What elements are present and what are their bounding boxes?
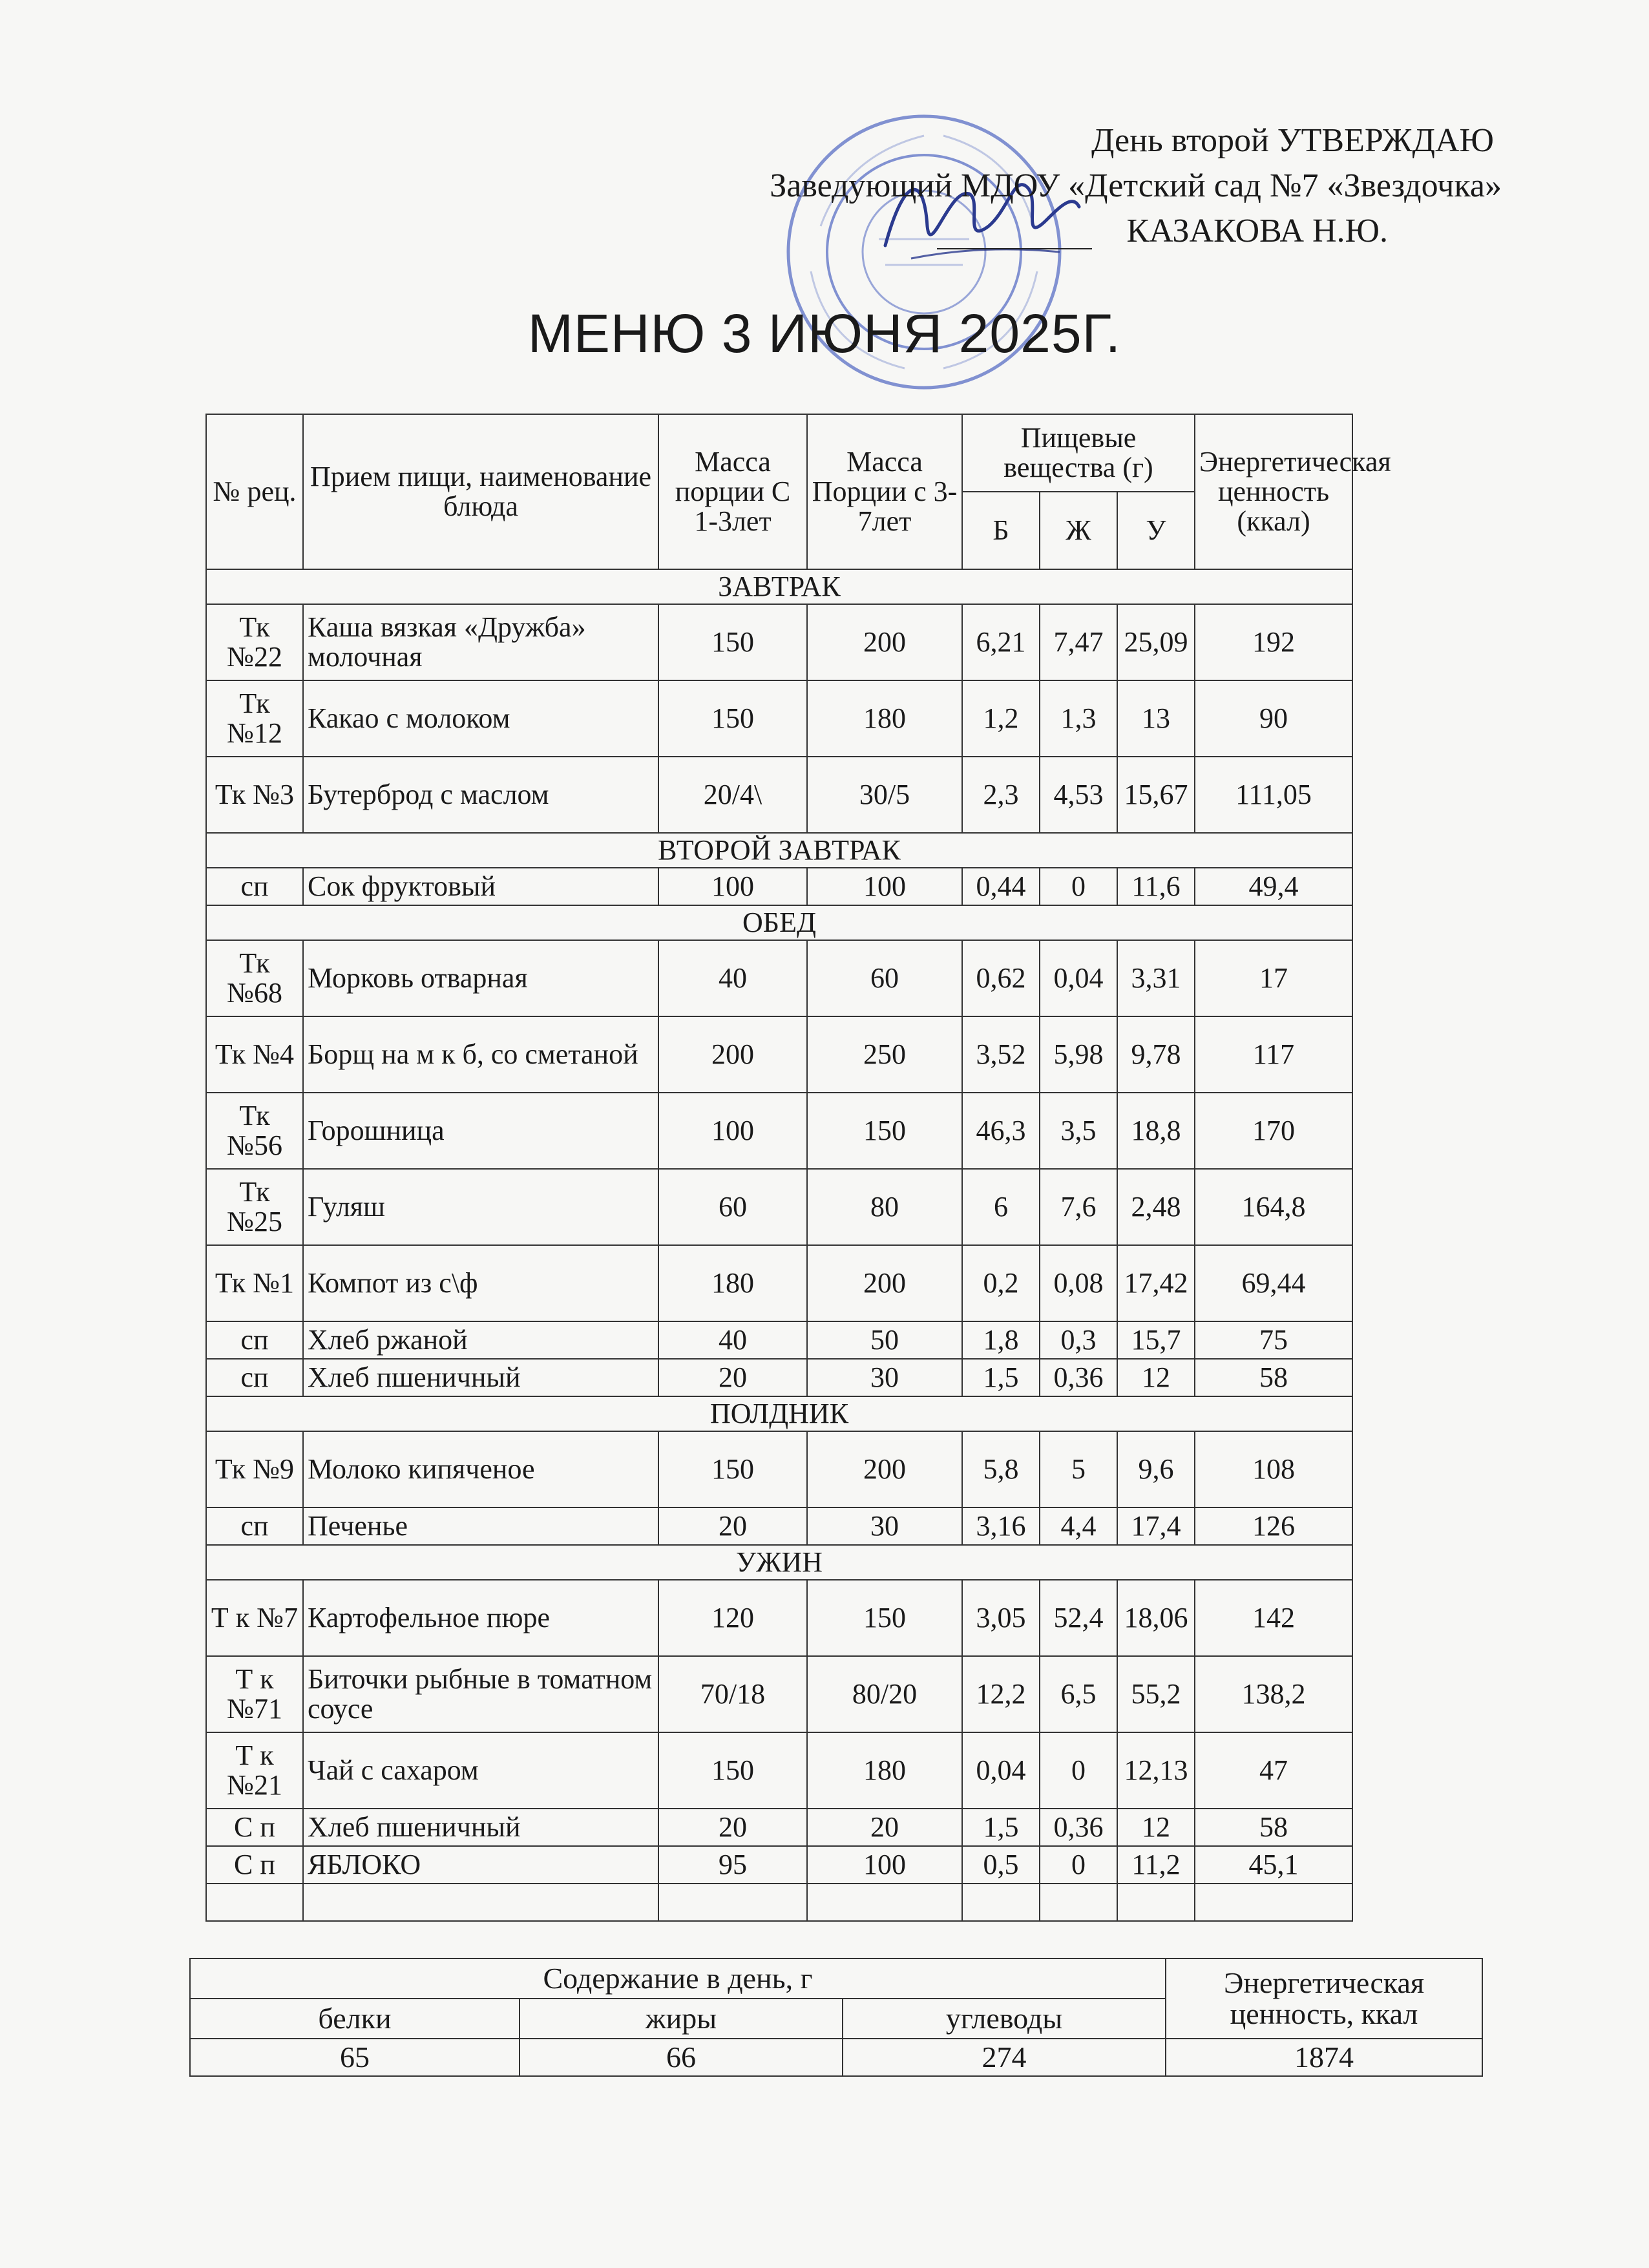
protein: 1,8 — [962, 1321, 1040, 1359]
mass-big: 30 — [807, 1507, 962, 1545]
mass-big: 150 — [807, 1580, 962, 1656]
table-row — [206, 1732, 1352, 1809]
fat: 4,53 — [1040, 757, 1117, 833]
recipe-number: С п — [206, 1809, 303, 1846]
energy: 108 — [1195, 1431, 1352, 1507]
mass-small: 20 — [658, 1809, 807, 1846]
dish-name: Каша вязкая «Дружба» молочная — [303, 604, 658, 680]
mass-small: 20 — [658, 1359, 807, 1396]
carbs: 15,7 — [1117, 1321, 1195, 1359]
col-header-num: № рец. — [206, 414, 303, 569]
carbs: 17,42 — [1117, 1245, 1195, 1321]
fat: 6,5 — [1040, 1656, 1117, 1732]
recipe-number: Тк №56 — [206, 1093, 303, 1169]
mass-small: 150 — [658, 604, 807, 680]
mass-small: 95 — [658, 1846, 807, 1884]
section-afternoon-snack — [206, 1396, 1352, 1545]
protein: 0,44 — [962, 868, 1040, 905]
dish-name: ЯБЛОКО — [303, 1846, 658, 1884]
carbs: 15,67 — [1117, 757, 1195, 833]
dish-name: Морковь отварная — [303, 940, 658, 1016]
dish-name: Борщ на м к б, со сметаной — [303, 1016, 658, 1093]
mass-big: 200 — [807, 604, 962, 680]
table-row — [206, 1656, 1352, 1732]
recipe-number: С п — [206, 1846, 303, 1884]
totals-energy-value: 1874 — [1166, 2039, 1482, 2076]
table-row — [206, 940, 1352, 1016]
carbs: 12 — [1117, 1809, 1195, 1846]
energy: 17 — [1195, 940, 1352, 1016]
energy: 90 — [1195, 680, 1352, 757]
fat: 0,36 — [1040, 1809, 1117, 1846]
mass-small: 70/18 — [658, 1656, 807, 1732]
protein: 1,5 — [962, 1809, 1040, 1846]
carbs: 9,78 — [1117, 1016, 1195, 1093]
mass-small: 40 — [658, 940, 807, 1016]
table-row — [206, 757, 1352, 833]
carbs: 2,48 — [1117, 1169, 1195, 1245]
carbs: 18,8 — [1117, 1093, 1195, 1169]
menu-table — [205, 414, 1391, 1922]
table-row — [206, 1431, 1352, 1507]
mass-big: 250 — [807, 1016, 962, 1093]
table-row — [206, 1846, 1352, 1884]
energy: 58 — [1195, 1809, 1352, 1846]
dish-name: Молоко кипяченое — [303, 1431, 658, 1507]
energy: 49,4 — [1195, 868, 1352, 905]
carbs: 11,2 — [1117, 1846, 1195, 1884]
recipe-number: Тк №25 — [206, 1169, 303, 1245]
daily-totals-table — [189, 1958, 1483, 2077]
energy: 45,1 — [1195, 1846, 1352, 1884]
recipe-number: Тк №68 — [206, 940, 303, 1016]
fat: 5 — [1040, 1431, 1117, 1507]
mass-small: 180 — [658, 1245, 807, 1321]
fat: 0,08 — [1040, 1245, 1117, 1321]
fat: 0,3 — [1040, 1321, 1117, 1359]
carbs: 13 — [1117, 680, 1195, 757]
protein: 6 — [962, 1169, 1040, 1245]
carbs: 3,31 — [1117, 940, 1195, 1016]
protein: 3,05 — [962, 1580, 1040, 1656]
recipe-number: Тк №22 — [206, 604, 303, 680]
mass-small: 150 — [658, 1732, 807, 1809]
mass-small: 200 — [658, 1016, 807, 1093]
dish-name: Хлеб ржаной — [303, 1321, 658, 1359]
empty-cell — [206, 1884, 303, 1921]
energy: 117 — [1195, 1016, 1352, 1093]
protein: 2,3 — [962, 757, 1040, 833]
protein: 5,8 — [962, 1431, 1040, 1507]
page-title: МЕНЮ 3 ИЮНЯ 2025Г. — [527, 303, 1122, 364]
table-row — [206, 604, 1352, 680]
mass-small: 40 — [658, 1321, 807, 1359]
recipe-number: Тк №4 — [206, 1016, 303, 1093]
dish-name: Какао с молоком — [303, 680, 658, 757]
mass-small: 20/4\ — [658, 757, 807, 833]
section-title: ПОЛДНИК — [206, 1396, 1352, 1431]
mass-big: 30/5 — [807, 757, 962, 833]
protein: 12,2 — [962, 1656, 1040, 1732]
totals-fat-value: 66 — [520, 2039, 843, 2076]
mass-small: 20 — [658, 1507, 807, 1545]
col-header-nutrients: Пищевые вещества (г) — [962, 414, 1195, 492]
fat: 0 — [1040, 1846, 1117, 1884]
col-header-mass-big: Масса Порции с 3-7лет — [807, 414, 962, 569]
protein: 0,62 — [962, 940, 1040, 1016]
empty-cell — [807, 1884, 962, 1921]
energy: 69,44 — [1195, 1245, 1352, 1321]
approval-line-2: Заведующий МДОУ «Детский сад №7 «Звездочка» — [770, 167, 1502, 204]
protein: 3,16 — [962, 1507, 1040, 1545]
table-row — [206, 1245, 1352, 1321]
recipe-number: Т к №71 — [206, 1656, 303, 1732]
fat: 3,5 — [1040, 1093, 1117, 1169]
carbs: 9,6 — [1117, 1431, 1195, 1507]
table-row — [206, 1169, 1352, 1245]
empty-cell — [658, 1884, 807, 1921]
totals-caption: Содержание в день, г — [190, 1958, 1166, 1999]
dish-name: Компот из с\ф — [303, 1245, 658, 1321]
energy: 138,2 — [1195, 1656, 1352, 1732]
energy: 126 — [1195, 1507, 1352, 1545]
approval-line-1: День второй УТВЕРЖДАЮ — [1091, 122, 1494, 159]
table-row — [206, 868, 1352, 905]
energy: 142 — [1195, 1580, 1352, 1656]
protein: 6,21 — [962, 604, 1040, 680]
recipe-number: сп — [206, 868, 303, 905]
carbs: 11,6 — [1117, 868, 1195, 905]
section-lunch — [206, 905, 1352, 1396]
section-title: ОБЕД — [206, 905, 1352, 940]
dish-name: Биточки рыбные в томатном соусе — [303, 1656, 658, 1732]
mass-small: 120 — [658, 1580, 807, 1656]
energy: 192 — [1195, 604, 1352, 680]
protein: 1,5 — [962, 1359, 1040, 1396]
mass-big: 60 — [807, 940, 962, 1016]
table-row — [206, 1093, 1352, 1169]
table-row — [206, 680, 1352, 757]
col-header-carbs: У — [1117, 492, 1195, 569]
fat: 52,4 — [1040, 1580, 1117, 1656]
fat: 1,3 — [1040, 680, 1117, 757]
col-header-protein: Б — [962, 492, 1040, 569]
mass-big: 30 — [807, 1359, 962, 1396]
protein: 3,52 — [962, 1016, 1040, 1093]
section-second-breakfast — [206, 833, 1352, 905]
signature-line — [937, 248, 1092, 249]
energy: 47 — [1195, 1732, 1352, 1809]
carbs: 12,13 — [1117, 1732, 1195, 1809]
recipe-number: Т к №7 — [206, 1580, 303, 1656]
recipe-number: Тк №9 — [206, 1431, 303, 1507]
protein: 0,2 — [962, 1245, 1040, 1321]
table-row — [206, 1359, 1352, 1396]
section-title: ЗАВТРАК — [206, 569, 1352, 604]
dish-name: Хлеб пшеничный — [303, 1359, 658, 1396]
section-title: ВТОРОЙ ЗАВТРАК — [206, 833, 1352, 868]
empty-cell — [303, 1884, 658, 1921]
mass-small: 100 — [658, 1093, 807, 1169]
mass-big: 200 — [807, 1431, 962, 1507]
energy: 164,8 — [1195, 1169, 1352, 1245]
table-row — [206, 1321, 1352, 1359]
mass-big: 100 — [807, 868, 962, 905]
empty-cell — [1195, 1884, 1352, 1921]
totals-carbs-label: углеводы — [843, 1999, 1166, 2039]
empty-row — [206, 1884, 1352, 1921]
protein: 46,3 — [962, 1093, 1040, 1169]
recipe-number: Т к №21 — [206, 1732, 303, 1809]
energy: 111,05 — [1195, 757, 1352, 833]
mass-small: 150 — [658, 680, 807, 757]
mass-big: 80/20 — [807, 1656, 962, 1732]
dish-name: Гуляш — [303, 1169, 658, 1245]
energy: 170 — [1195, 1093, 1352, 1169]
mass-big: 100 — [807, 1846, 962, 1884]
empty-cell — [1040, 1884, 1117, 1921]
col-header-mass-small: Масса порции С 1-3лет — [658, 414, 807, 569]
totals-protein-label: белки — [190, 1999, 520, 2039]
carbs: 17,4 — [1117, 1507, 1195, 1545]
totals-energy-caption: Энергетическая ценность, ккал — [1166, 1958, 1482, 2039]
section-dinner — [206, 1545, 1352, 1921]
carbs: 55,2 — [1117, 1656, 1195, 1732]
mass-small: 60 — [658, 1169, 807, 1245]
mass-big: 180 — [807, 1732, 962, 1809]
section-breakfast — [206, 569, 1352, 833]
fat: 4,4 — [1040, 1507, 1117, 1545]
recipe-number: Тк №3 — [206, 757, 303, 833]
dish-name: Бутерброд с маслом — [303, 757, 658, 833]
fat: 5,98 — [1040, 1016, 1117, 1093]
dish-name: Сок фруктовый — [303, 868, 658, 905]
dish-name: Картофельное пюре — [303, 1580, 658, 1656]
mass-big: 150 — [807, 1093, 962, 1169]
carbs: 18,06 — [1117, 1580, 1195, 1656]
recipe-number: сп — [206, 1507, 303, 1545]
fat: 0,04 — [1040, 940, 1117, 1016]
table-row — [206, 1507, 1352, 1545]
table-row — [206, 1580, 1352, 1656]
mass-big: 20 — [807, 1809, 962, 1846]
energy: 75 — [1195, 1321, 1352, 1359]
mass-small: 150 — [658, 1431, 807, 1507]
table-row — [206, 1809, 1352, 1846]
empty-cell — [962, 1884, 1040, 1921]
fat: 7,6 — [1040, 1169, 1117, 1245]
col-header-energy: Энергетическая ценность (ккал) — [1195, 414, 1352, 569]
mass-big: 80 — [807, 1169, 962, 1245]
empty-cell — [1117, 1884, 1195, 1921]
section-title: УЖИН — [206, 1545, 1352, 1580]
table-row — [206, 1016, 1352, 1093]
carbs: 25,09 — [1117, 604, 1195, 680]
recipe-number: Тк №1 — [206, 1245, 303, 1321]
energy: 58 — [1195, 1359, 1352, 1396]
mass-big: 200 — [807, 1245, 962, 1321]
dish-name: Хлеб пшеничный — [303, 1809, 658, 1846]
dish-name: Чай с сахаром — [303, 1732, 658, 1809]
protein: 0,04 — [962, 1732, 1040, 1809]
totals-fat-label: жиры — [520, 1999, 843, 2039]
col-header-fat: Ж — [1040, 492, 1117, 569]
protein: 1,2 — [962, 680, 1040, 757]
protein: 0,5 — [962, 1846, 1040, 1884]
fat: 0 — [1040, 868, 1117, 905]
carbs: 12 — [1117, 1359, 1195, 1396]
approval-line-3: КАЗАКОВА Н.Ю. — [1126, 213, 1388, 249]
totals-carbs-value: 274 — [843, 2039, 1166, 2076]
fat: 0,36 — [1040, 1359, 1117, 1396]
mass-big: 180 — [807, 680, 962, 757]
fat: 0 — [1040, 1732, 1117, 1809]
recipe-number: Тк №12 — [206, 680, 303, 757]
recipe-number: сп — [206, 1359, 303, 1396]
dish-name: Печенье — [303, 1507, 658, 1545]
mass-small: 100 — [658, 868, 807, 905]
mass-big: 50 — [807, 1321, 962, 1359]
recipe-number: сп — [206, 1321, 303, 1359]
totals-protein-value: 65 — [190, 2039, 520, 2076]
dish-name: Горошница — [303, 1093, 658, 1169]
col-header-dish: Прием пищи, наименование блюда — [303, 414, 658, 569]
fat: 7,47 — [1040, 604, 1117, 680]
